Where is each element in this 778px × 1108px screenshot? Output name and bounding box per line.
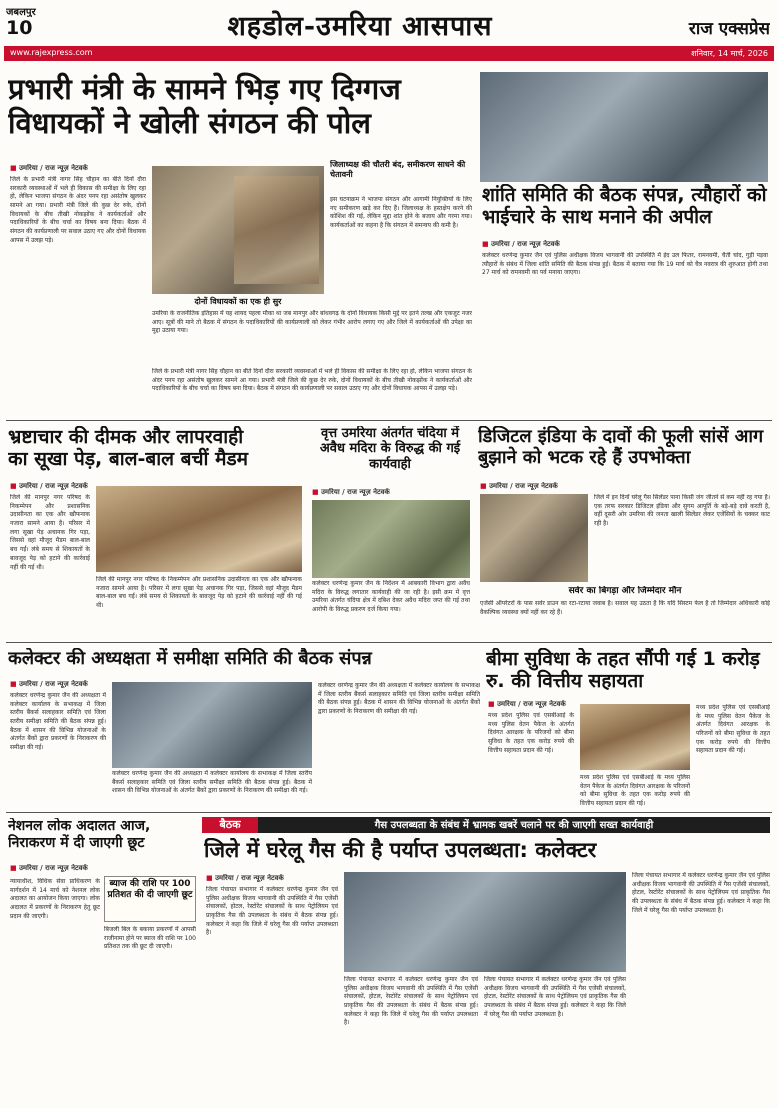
sidebar-lead-body: इस घटनाक्रम ने भाजपा संगठन और आगामी नियुक्तियों के लिए नए समीकरण खड़े कर दिए हैं। जिलाध्यक्ष के हस्तक्षेप करने की कोशिश की गई, लेकिन मुद्दा शांत होने के बजाय और गरमा गया। कार्यकर्ताओं का कहना है कि संगठन में समन्वय की कमी है। bbox=[330, 196, 472, 230]
gas-queue-photo bbox=[480, 494, 588, 582]
review-body-2: कलेक्टर धरणेन्द्र कुमार जैन की अध्यक्षता में कलेक्टर कार्यालय के सभाकक्ष में जिला स्तरीय बैंकर्स सलाहकार समिति एवं जिला स्तरीय समीक्षा समिति की बैठक संपन्न हुई। बैठक में शासन की विभिन्न योजनाओं के अंतर्गत बैंकों द्वारा प्रकरणों के निराकरण की समीक्षा की गई। bbox=[112, 770, 312, 795]
review-headline: कलेक्टर की अध्यक्षता में समीक्षा समिति की बैठक संपन्न bbox=[8, 648, 372, 669]
interest-waiver-title: ब्याज की राशि पर 100 प्रतिशत की दी जाएगी छूट bbox=[107, 879, 193, 901]
insurance-headline: बीमा सुविधा के तहत सौंपी गई 1 करोड़ रु. की वित्तीय सहायता bbox=[486, 648, 760, 693]
insurance-body-2: मध्य प्रदेश पुलिस एवं एसबीआई के मध्य पुलिस वेतन पैकेज के अंतर्गत दिवंगत आरक्षक के परिजनों को बीमा सुविधा के तहत एक करोड़ रुपये की वित्तीय सहायता प्रदान की गई। bbox=[696, 704, 770, 755]
gas-byline: ■ उमरिया / राज न्यूज़ नेटवर्क bbox=[206, 874, 284, 882]
lead-photo-caption: दोनों विधायकों का एक ही सुर bbox=[194, 297, 282, 306]
corruption-headline-line-1: भ्रष्टाचार की दीमक और लापरवाही bbox=[8, 426, 244, 448]
divider bbox=[6, 420, 772, 421]
review-byline: ■ उमरिया / राज न्यूज़ नेटवर्क bbox=[10, 680, 88, 688]
website-link[interactable]: www.rajexpress.com bbox=[10, 48, 93, 57]
gas-body-2: जिला पंचायत सभागार में कलेक्टर धरणेन्द्र कुमार जैन एवं पुलिस अधीक्षक विजय भागवानी की उपस्थिति में गैस एजेंसी संचालकों, होटल, रेस्टोरेंट संचालकों के साथ पेट्रोलियम एवं प्राकृतिक गैस की उपलब्धता के संबंध में बैठक संपन्न हुई। कलेक्टर ने कहा कि जिले में घरेलू गैस की पर्याप्त उपलब्धता है। bbox=[344, 976, 478, 1027]
corruption-body: जिले की मानपुर नगर परिषद के निकम्मेपन और प्रशासनिक उदासीनता का एक और खौफनाक नजारा सामने आया है। परिसर में लगा सूखा पेड़ अचानक गिर पड़ा, जिससे वहां मौजूद मैडम बाल-बाल बच गईं। लंबे समय से शिकायतों के बावजूद पेड़ को हटाने की कार्रवाई नहीं की गई थी। bbox=[10, 494, 90, 571]
liquor-byline: ■ उमरिया / राज न्यूज़ नेटवर्क bbox=[312, 488, 390, 496]
gas-body-3: जिला पंचायत सभागार में कलेक्टर धरणेन्द्र कुमार जैन एवं पुलिस अधीक्षक विजय भागवानी की उपस्थिति में गैस एजेंसी संचालकों, होटल, रेस्टोरेंट संचालकों के साथ पेट्रोलियम एवं प्राकृतिक गैस की उपलब्धता के संबंध में बैठक संपन्न हुई। कलेक्टर ने कहा कि जिले में घरेलू गैस की पर्याप्त उपलब्धता है। bbox=[484, 976, 626, 1018]
fallen-tree-photo bbox=[96, 486, 302, 572]
lead-byline: ■ उमरिया / राज न्यूज़ नेटवर्क bbox=[10, 164, 88, 172]
insurance-byline-text: उमरिया / राज न्यूज़ नेटवर्क bbox=[497, 700, 566, 708]
corruption-headline bbox=[8, 426, 304, 474]
corruption-byline-text: उमरिया / राज न्यूज़ नेटवर्क bbox=[19, 482, 88, 490]
corruption-headline-line-2: का सूखा पेड़, बाल-बाल बचीं मैडम bbox=[8, 448, 248, 471]
digital-sub-body: एजेंसी ऑपरेटरों के पास सर्वर डाउन का रटा-रटाया जवाब है। सवाल यह उठता है कि यदि सिस्टम फेल है तो जिम्मेदार अधिकारी कोई वैकल्पिक व्यवस्था क्यों नहीं कर रहे हैं। bbox=[480, 600, 770, 616]
peace-meeting-photo bbox=[480, 72, 768, 182]
divider bbox=[6, 812, 772, 813]
masthead-title: शहडोल-उमरिया आसपास bbox=[227, 11, 493, 42]
lead-body-3: जिले के प्रभारी मंत्री नागर सिंह चौहान का बीते दिनों दौरा सरकारी व्यवस्थाओं में भले ही विकास की समीक्षा के लिए रहा हो, लेकिन भाजपा संगठन के अंदर पनप रहा असंतोष खुलकर सामने आ गया। प्रभारी मंत्री जिले की कुछ देर रुके, दोनों विधायकों के बीच तीखी नोकझोंक ने कार्यकर्ताओं और पदाधिकारियों के बीच चर्चा का विषय बना दिया। बैठक में संगठन की कार्यप्रणाली पर सवाल उठाए गए और दोनों विधायक आपस में उलझ पड़े। bbox=[152, 368, 472, 393]
lead-byline-text: उमरिया / राज न्यूज़ नेटवर्क bbox=[19, 164, 88, 172]
brand-logo: राज एक्सप्रेस bbox=[688, 19, 770, 39]
review-meeting-photo bbox=[112, 682, 312, 768]
review-body: कलेक्टर धरणेन्द्र कुमार जैन की अध्यक्षता में कलेक्टर कार्यालय के सभाकक्ष में जिला स्तरीय बैंकर्स सलाहकार समिति एवं जिला स्तरीय समीक्षा समिति की बैठक संपन्न हुई। बैठक में शासन की विभिन्न योजनाओं के अंतर्गत बैंकों द्वारा प्रकरणों के निराकरण की समीक्षा की गई। bbox=[10, 692, 106, 752]
lok-adalat-byline-text: उमरिया / राज न्यूज़ नेटवर्क bbox=[19, 864, 88, 872]
divider bbox=[6, 642, 772, 643]
digital-headline: डिजिटल इंडिया के दावों की फूली सांसें आग बुझाने को भटक रहे हैं उपभोक्ता bbox=[478, 426, 764, 469]
gas-headline: जिले में घरेलू गैस की है पर्याप्त उपलब्धता: कलेक्टर bbox=[204, 838, 597, 862]
lead-photo-2 bbox=[234, 176, 319, 284]
kicker-baithak: बैठक bbox=[202, 817, 258, 833]
review-byline-text: उमरिया / राज न्यूज़ नेटवर्क bbox=[19, 680, 88, 688]
insurance-body: मध्य प्रदेश पुलिस एवं एसबीआई के मध्य पुलिस वेतन पैकेज के अंतर्गत दिवंगत आरक्षक के परिजनों को बीमा सुविधा के तहत एक करोड़ रुपये की वित्तीय सहायता प्रदान की गई। bbox=[488, 712, 574, 754]
gas-ticker: गैस उपलब्धता के संबंध में भ्रामक खबरें चलाने पर की जाएगी सख्त कार्यवाही bbox=[258, 817, 770, 833]
insurance-byline: ■ उमरिया / राज न्यूज़ नेटवर्क bbox=[488, 700, 566, 708]
digital-sub-headline: सर्वर का बिगड़ा और जिम्मेदार मौन bbox=[568, 586, 682, 596]
liquor-body: कलेक्टर धरणेन्द्र कुमार जैन के निर्देशन में आबकारी विभाग द्वारा अवैध मदिरा के विरुद्ध लगातार कार्यवाही की जा रही है। इसी क्रम में वृत्त उमरिया अंतर्गत चंदिया क्षेत्र में दबिश देकर अवैध मदिरा जप्त की गई तथा आरोपी के विरुद्ध प्रकरण दर्ज किया गया। bbox=[312, 580, 470, 614]
corruption-body-2: जिले की मानपुर नगर परिषद के निकम्मेपन और प्रशासनिक उदासीनता का एक और खौफनाक नजारा सामने आया है। परिसर में लगा सूखा पेड़ अचानक गिर पड़ा, जिससे वहां मौजूद मैडम बाल-बाल बच गईं। लंबे समय से शिकायतों के बावजूद पेड़ को हटाने की कार्रवाई नहीं की गई थी। bbox=[96, 576, 302, 610]
gas-body-4: जिला पंचायत सभागार में कलेक्टर धरणेन्द्र कुमार जैन एवं पुलिस अधीक्षक विजय भागवानी की उपस्थिति में गैस एजेंसी संचालकों, होटल, रेस्टोरेंट संचालकों के साथ पेट्रोलियम एवं प्राकृतिक गैस की उपलब्धता के संबंध में बैठक संपन्न हुई। कलेक्टर ने कहा कि जिले में घरेलू गैस की पर्याप्त उपलब्धता है। bbox=[632, 872, 770, 914]
interest-waiver-body: बिजली बिल के बकाया प्रकरणों में आपसी राजीनामा होने पर ब्याज की राशि पर 100 प्रतिशत तक की छूट दी जाएगी। bbox=[104, 926, 196, 951]
gas-meeting-photo bbox=[344, 872, 626, 972]
gas-byline-text: उमरिया / राज न्यूज़ नेटवर्क bbox=[215, 874, 284, 882]
lead-headline bbox=[8, 72, 474, 160]
peace-headline: शांति समिति की बैठक संपन्न, त्यौहारों को भाईचारे के साथ मनाने की अपील bbox=[482, 184, 767, 229]
insurance-cheque-photo bbox=[580, 704, 690, 770]
interest-waiver-box bbox=[104, 876, 196, 922]
peace-body: कलेक्टर धरणेन्द्र कुमार जैन एवं पुलिस अधीक्षक विजय भागवानी की उपस्थिति में ईद उल फितर, रामनवमी, चैती चांद, गुड़ी पड़वा त्यौहारों के संबंध में जिला शांति समिति की बैठक संपन्न हुई। बैठक में बताया गया कि 19 मार्च को चैत्र नवरात्र की शुरुआत होगी तथा 27 मार्च को रामनवमी का पर्व मनाया जाएगा। bbox=[482, 252, 768, 277]
lok-adalat-headline: नेशनल लोक अदालत आज, निराकरण में दी जाएगी छूट bbox=[8, 818, 151, 851]
insurance-body-3: मध्य प्रदेश पुलिस एवं एसबीआई के मध्य पुलिस वेतन पैकेज के अंतर्गत दिवंगत आरक्षक के परिजनों को बीमा सुविधा के तहत एक करोड़ रुपये की वित्तीय सहायता प्रदान की गई। bbox=[580, 774, 690, 808]
lok-adalat-body: न्यायाधीश, विधिक सेवा प्राधिकरण के मार्गदर्शन में 14 मार्च को नेशनल लोक अदालत का आयोजन किया जाएगा। लोक अदालत में प्रकरणों के निराकरण हेतु छूट प्रदान की जाएगी। bbox=[10, 878, 100, 920]
corruption-byline: ■ उमरिया / राज न्यूज़ नेटवर्क bbox=[10, 482, 88, 490]
digital-byline: ■ उमरिया / राज न्यूज़ नेटवर्क bbox=[480, 482, 558, 490]
review-body-3: कलेक्टर धरणेन्द्र कुमार जैन की अध्यक्षता में कलेक्टर कार्यालय के सभाकक्ष में जिला स्तरीय बैंकर्स सलाहकार समिति एवं जिला स्तरीय समीक्षा समिति की बैठक संपन्न हुई। बैठक में शासन की विभिन्न योजनाओं के अंतर्गत बैंकों द्वारा प्रकरणों के निराकरण की समीक्षा की गई। bbox=[318, 682, 480, 716]
peace-byline-text: उमरिया / राज न्यूज़ नेटवर्क bbox=[491, 240, 560, 248]
lead-headline-line-1: प्रभारी मंत्री के सामने भिड़ गए दिग्गज bbox=[8, 72, 401, 106]
peace-byline: ■ उमरिया / राज न्यूज़ नेटवर्क bbox=[482, 240, 560, 248]
lead-headline-line-2: विधायकों ने खोली संगठन की पोल bbox=[8, 106, 371, 141]
page-number: 10 bbox=[6, 17, 33, 39]
gas-body: जिला पंचायत सभागार में कलेक्टर धरणेन्द्र कुमार जैन एवं पुलिस अधीक्षक विजय भागवानी की उपस्थिति में गैस एजेंसी संचालकों, होटल, रेस्टोरेंट संचालकों के साथ पेट्रोलियम एवं प्राकृतिक गैस की उपलब्धता के संबंध में बैठक संपन्न हुई। कलेक्टर ने कहा कि जिले में घरेलू गैस की पर्याप्त उपलब्धता है। bbox=[206, 886, 338, 937]
header-bar bbox=[4, 46, 774, 61]
issue-date: शनिवार, 14 मार्च, 2026 bbox=[691, 49, 768, 58]
digital-byline-text: उमरिया / राज न्यूज़ नेटवर्क bbox=[489, 482, 558, 490]
masthead-city: जबलपुर bbox=[6, 7, 36, 17]
digital-body: जिले में इन दिनों घरेलू गैस सिलेंडर पाना किसी जंग जीतने से कम नहीं रह गया है। एक तरफ सरकार डिजिटल इंडिया और सुगम आपूर्ति के बड़े-बड़े दावे करती है, वहीं दूसरी ओर उमरिया की जनता खाली सिलेंडर लेकर एजेंसियों के चक्कर काट रही है। bbox=[594, 494, 770, 528]
liquor-seizure-photo bbox=[312, 500, 470, 578]
liquor-headline: वृत्त उमरिया अंतर्गत चंदिया में अवैध मदिरा के विरुद्ध की गई कार्यवाही bbox=[319, 426, 461, 472]
lead-body-2: उमरिया के राजनीतिक इतिहास में यह शायद पहला मौका था जब मानपुर और बांधवगढ़ के दोनों विधायक किसी मुद्दे पर इतने तल्ख और एकजुट नजर आए। सूत्रों की माने तो बैठक में संगठन के पदाधिकारियों की कार्यप्रणाली को लेकर गंभीर आरोप लगाए गए और जिले में कार्यकर्ताओं की उपेक्षा का मुद्दा उठाया गया। bbox=[152, 310, 472, 335]
lead-body: जिले के प्रभारी मंत्री नागर सिंह चौहान का बीते दिनों दौरा सरकारी व्यवस्थाओं में भले ही विकास की समीक्षा के लिए रहा हो, लेकिन भाजपा संगठन के अंदर पनप रहा असंतोष खुलकर सामने आ गया। प्रभारी मंत्री जिले की कुछ देर रुके, दोनों विधायकों के बीच तीखी नोकझोंक ने कार्यकर्ताओं और पदाधिकारियों के बीच चर्चा का विषय बना दिया। बैठक में संगठन की कार्यप्रणाली पर सवाल उठाए गए और दोनों विधायक आपस में उलझ पड़े। bbox=[10, 176, 146, 244]
liquor-byline-text: उमरिया / राज न्यूज़ नेटवर्क bbox=[321, 488, 390, 496]
lok-adalat-byline: ■ उमरिया / राज न्यूज़ नेटवर्क bbox=[10, 864, 88, 872]
sidebar-lead-headline: जिलाध्यक्ष की चौतरी बंद, समीकरण साधने की चेतावनी bbox=[330, 160, 466, 180]
